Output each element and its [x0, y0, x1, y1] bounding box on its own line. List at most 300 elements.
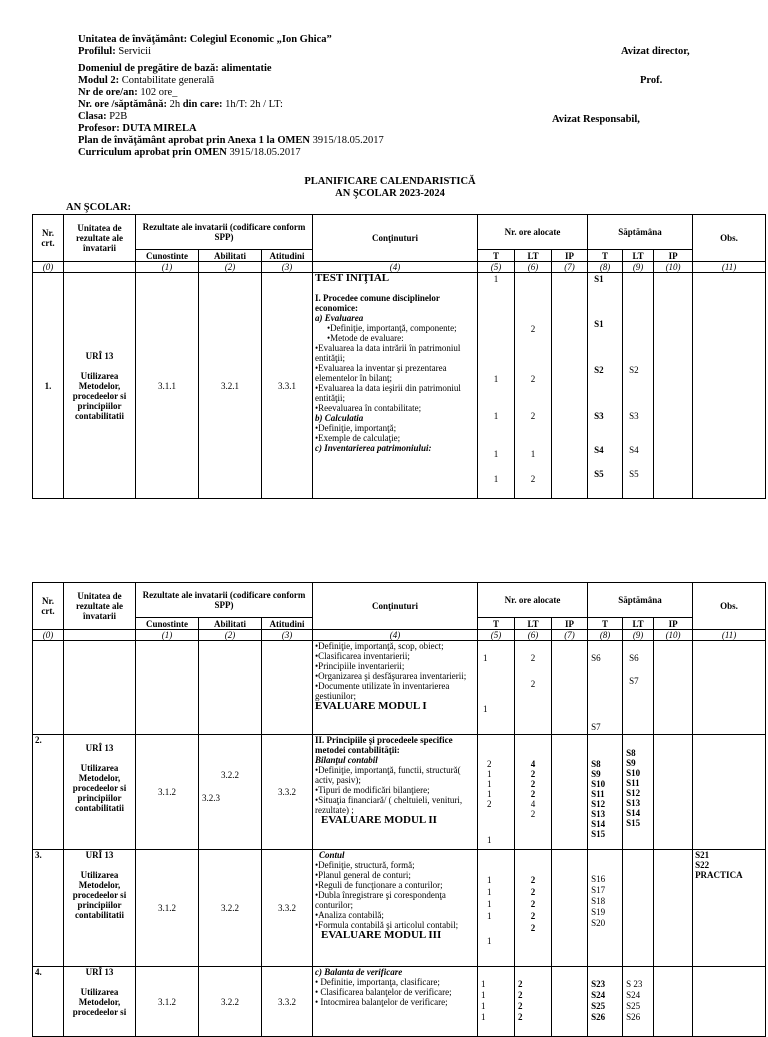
content-line: •Documente utilizate în inventarierea gestiunilor; — [315, 681, 450, 701]
obs-value: PRACTICA — [695, 870, 743, 880]
t-value: 1 — [487, 835, 492, 845]
t-values — [487, 874, 492, 922]
lt-hours — [515, 850, 552, 967]
lt-value: 4 — [530, 799, 536, 809]
col-slt: LT — [623, 250, 654, 262]
lt-value: 2 — [530, 789, 536, 799]
cunostinte-code: 3.1.2 — [136, 967, 199, 1037]
col-nr: Nr. crt. — [33, 583, 64, 630]
teacher-name: Profesor: DUTA MIRELA — [78, 123, 197, 134]
weekly-value: 2h — [169, 99, 181, 110]
ip-hours — [552, 641, 588, 735]
col-lt: LT — [515, 250, 552, 262]
content-line: EVALUARE MODUL I — [315, 700, 427, 712]
col-slt: LT — [623, 618, 654, 630]
t-value: 2 — [487, 759, 492, 769]
lt-value: 2 — [530, 911, 536, 921]
t-value: 1 — [487, 899, 492, 909]
week-value: S9 — [591, 769, 601, 779]
row-content — [313, 735, 478, 850]
content-line: • Clasificarea balanţelor de verificare; — [315, 987, 452, 997]
index-row — [33, 630, 766, 641]
obs-cell — [693, 850, 766, 967]
uri-label: URÎ 13 — [85, 743, 114, 753]
week-value: S18 — [591, 896, 606, 906]
content-line: Contul — [319, 850, 345, 860]
week-t — [588, 641, 623, 735]
week-value: S23 — [591, 979, 606, 989]
week-t — [588, 273, 623, 499]
plan-value: 3915/18.05.2017 — [312, 135, 384, 146]
idx-2: (2) — [199, 262, 262, 273]
t-value: 1 — [481, 990, 486, 1000]
lt-value: 2 — [530, 679, 536, 689]
week-values — [591, 874, 605, 929]
obs-value: S22 — [695, 860, 710, 870]
idx-0: (0) — [33, 630, 64, 641]
t-hours — [478, 735, 515, 850]
week-value: S16 — [591, 874, 606, 884]
lt-value: 2 — [530, 779, 536, 789]
unit-text: Utilizarea Metodelor, procedeelor si principiilor contabilitatii — [72, 370, 127, 421]
lt-value: 2 — [530, 899, 536, 909]
lt-value: 2 — [530, 923, 536, 933]
col-obs: Obs. — [693, 215, 766, 262]
cunostinte-code: 3.1.2 — [136, 735, 199, 850]
week-value: S13 — [626, 798, 641, 808]
col-results: Rezultate ale invatarii (codificare conform SPP) — [136, 215, 313, 250]
t-hours — [478, 967, 515, 1037]
col-sip: IP — [654, 618, 693, 630]
t-value: 1 — [483, 653, 488, 663]
an-scolar-label: AN ŞCOLAR: — [66, 202, 132, 213]
week-value: S8 — [626, 748, 636, 758]
atitudini-code: 3.3.1 — [262, 273, 313, 499]
week-lt — [623, 735, 654, 850]
module-value: Contabilitate generală — [121, 75, 215, 86]
abilitati-code — [199, 641, 262, 735]
idx-10: (10) — [654, 630, 693, 641]
lt-value: 2 — [530, 769, 536, 779]
col-unit: Unitatea de rezultate ale învatarii — [64, 215, 136, 262]
col-lt: LT — [515, 618, 552, 630]
lt-value: 2 — [518, 1012, 523, 1022]
row-unit — [64, 641, 136, 735]
abilitati-value-2: 3.2.3 — [202, 793, 220, 803]
table-row — [33, 641, 766, 735]
ip-hours — [552, 735, 588, 850]
content-line: •Definiţie, importanţă; — [315, 423, 397, 433]
week-value: S26 — [591, 1012, 606, 1022]
avizat-director: Avizat director, — [621, 46, 690, 57]
unit-text: Utilizarea Metodelor, procedeelor si principiilor contabilitatii — [72, 870, 127, 920]
hours-label: Nr de ore/an: — [78, 87, 138, 98]
curriculum-label: Curriculum aprobat prin OMEN — [78, 147, 227, 158]
col-nr-ore: Nr. ore alocate — [478, 583, 588, 618]
col-continuturi: Conţinuturi — [313, 215, 478, 262]
lt-value: 2 — [530, 324, 536, 334]
lt-value: 2 — [530, 411, 536, 421]
week-value: S8 — [591, 759, 601, 769]
week-t — [588, 850, 623, 967]
col-abilitati: Abilitati — [199, 618, 262, 630]
week-value: S7 — [591, 722, 601, 732]
content-line: •Evaluarea la data ieşirii din patrimoniul entităţii; — [315, 383, 461, 403]
week-value: S9 — [626, 758, 636, 768]
class-value: P2B — [109, 111, 128, 122]
t-value: 1 — [487, 789, 492, 799]
content-line: c) Balanta de verificare — [315, 967, 403, 977]
profile-label: Profilul: — [78, 46, 116, 57]
lt-value: 2 — [518, 979, 523, 989]
content-line: a) Evaluarea — [315, 313, 364, 323]
week-value: S6 — [629, 653, 639, 663]
week-ip — [654, 273, 693, 499]
idx-3: (3) — [262, 262, 313, 273]
t-values — [481, 979, 486, 1023]
row-content — [313, 641, 478, 735]
ip-hours — [552, 273, 588, 499]
idx-6: (6) — [515, 262, 552, 273]
idx-9: (9) — [623, 630, 654, 641]
weekly-value2: 1h/T: 2h / LT: — [225, 99, 283, 110]
week-value: S25 — [591, 1001, 606, 1011]
module-label: Modul 2: — [78, 75, 120, 86]
content-line: II. Principiile şi procedeele specifice metodei contabilităţii: — [315, 735, 453, 755]
content-line: b) Calculatia — [315, 413, 364, 423]
week-value: S14 — [591, 819, 606, 829]
t-value: 1 — [487, 769, 492, 779]
table-row — [33, 273, 766, 499]
week-values — [626, 748, 640, 828]
content-line: •Evaluarea la data intrării în patrimoniul entităţii; — [315, 343, 461, 363]
t-value: 1 — [487, 875, 492, 885]
t-value: 1 — [493, 374, 499, 384]
content-line: •Tipuri de modificări bilanţiere; — [315, 785, 430, 795]
table-row — [33, 967, 766, 1037]
table-row — [33, 850, 766, 967]
col-atitudini: Atitudini — [262, 618, 313, 630]
t-value: 1 — [487, 887, 492, 897]
content-line: •Definiţie, structură, formă; — [315, 860, 415, 870]
col-obs: Obs. — [693, 583, 766, 630]
t-hours — [478, 273, 515, 499]
week-value: S12 — [591, 799, 606, 809]
idx-10: (10) — [654, 262, 693, 273]
obs-cell — [693, 967, 766, 1037]
lt-hours — [515, 273, 552, 499]
t-value: 1 — [493, 449, 499, 459]
col-cunostinte: Cunostinte — [136, 618, 199, 630]
idx-0: (0) — [33, 262, 64, 273]
content-line: •Clasificarea inventarierii; — [315, 651, 410, 661]
col-st: T — [588, 618, 623, 630]
t-value: 1 — [487, 779, 492, 789]
content-line: • Intocmirea balanţelor de verificare; — [315, 997, 448, 1007]
idx-6: (6) — [515, 630, 552, 641]
row-nr: 3. — [33, 850, 64, 967]
idx-11: (11) — [693, 630, 766, 641]
idx-8: (8) — [588, 262, 623, 273]
abilitati-value: 3.2.2 — [221, 770, 239, 780]
idx-4: (4) — [313, 630, 478, 641]
weekly-label: Nr. ore /săptămână: — [78, 99, 167, 110]
week-values — [591, 759, 605, 839]
lt-values — [515, 759, 551, 819]
week-value: S6 — [591, 653, 601, 663]
week-value: S25 — [626, 1001, 641, 1011]
unit-text: Utilizarea Metodelor, procedeelor si principiilor contabilitatii — [72, 763, 127, 813]
content-line: I. Procedee comune disciplinelor economice: — [315, 293, 440, 313]
obs-cell — [693, 735, 766, 850]
week-value: S11 — [626, 778, 640, 788]
t-value: 1 — [493, 274, 499, 284]
col-nr: Nr. crt. — [33, 215, 64, 262]
week-value: S17 — [591, 885, 606, 895]
curriculum-value: 3915/18.05.2017 — [229, 147, 301, 158]
week-ip — [654, 850, 693, 967]
t-value: 1 — [481, 979, 486, 989]
col-saptamana: Săptămâna — [588, 583, 693, 618]
idx-7: (7) — [552, 262, 588, 273]
col-continuturi: Conţinuturi — [313, 583, 478, 630]
content-line: •Analiza contabilă; — [315, 910, 384, 920]
index-row — [33, 262, 766, 273]
cunostinte-code: 3.1.2 — [136, 850, 199, 967]
row-nr: 4. — [33, 967, 64, 1037]
t-hours — [478, 641, 515, 735]
week-ip — [654, 641, 693, 735]
week-value: S4 — [629, 445, 639, 455]
obs-cell — [693, 273, 766, 499]
row-content — [313, 967, 478, 1037]
row-nr: 1. — [33, 273, 64, 499]
idx-5: (5) — [478, 630, 515, 641]
row-unit — [64, 735, 136, 850]
obs-value: S21 — [695, 850, 710, 860]
row-unit — [64, 967, 136, 1037]
content-line: •Exemple de calculaţie; — [315, 433, 401, 443]
t-value: 1 — [481, 1012, 486, 1022]
week-lt — [623, 641, 654, 735]
content-line: •Metode de evaluare: — [327, 333, 404, 343]
week-value: S10 — [591, 779, 606, 789]
atitudini-code: 3.3.2 — [262, 735, 313, 850]
planning-table-1 — [32, 214, 766, 499]
lt-value: 1 — [530, 449, 536, 459]
idx-3: (3) — [262, 630, 313, 641]
idx-4: (4) — [313, 262, 478, 273]
content-line: •Definiţie, importanţă, scop, obiect; — [315, 641, 444, 651]
week-value: S15 — [626, 818, 641, 828]
col-nr-ore: Nr. ore alocate — [478, 215, 588, 250]
plan-label: Plan de învăţământ aprobat prin Anexa 1 la OMEN — [78, 135, 310, 146]
lt-values — [515, 874, 551, 934]
week-lt — [623, 967, 654, 1037]
content-line: •Definiţie, importanţă, functii, structură( activ, pasiv); — [315, 765, 461, 785]
planning-table-2 — [32, 582, 766, 1037]
week-t — [588, 735, 623, 850]
content-line: c) Inventarierea patrimoniului: — [315, 443, 432, 453]
week-value: S24 — [591, 990, 606, 1000]
abilitati-code: 3.2.2 — [199, 850, 262, 967]
lt-value: 4 — [530, 759, 536, 769]
unit-name: Unitatea de învăţământ: Colegiul Economic „Ion Ghica” — [78, 34, 332, 45]
idx-1: (1) — [136, 630, 199, 641]
ip-hours — [552, 850, 588, 967]
week-values — [626, 979, 642, 1023]
col-abilitati: Abilitati — [199, 250, 262, 262]
t-values — [487, 759, 492, 809]
avizat-responsabil: Avizat Responsabil, — [552, 114, 640, 125]
col-t: T — [478, 250, 515, 262]
week-values — [591, 979, 605, 1023]
idx-7: (7) — [552, 630, 588, 641]
lt-values — [518, 979, 523, 1023]
week-value: S4 — [594, 445, 604, 455]
week-value: S12 — [626, 788, 641, 798]
hours-value: 102 ore_ — [140, 87, 178, 98]
cunostinte-code — [136, 641, 199, 735]
lt-value: 2 — [530, 809, 536, 819]
content-line: •Planul general de conturi; — [315, 870, 411, 880]
t-value: 2 — [487, 799, 492, 809]
row-nr — [33, 641, 64, 735]
uri-label: URÎ 13 — [85, 850, 114, 860]
atitudini-code: 3.3.2 — [262, 850, 313, 967]
atitudini-code: 3.3.2 — [262, 967, 313, 1037]
abilitati-code — [199, 735, 262, 850]
idx-8: (8) — [588, 630, 623, 641]
lt-hours — [515, 735, 552, 850]
idx-2: (2) — [199, 630, 262, 641]
lt-value: 2 — [530, 474, 536, 484]
class-label: Clasa: — [78, 111, 107, 122]
week-value: S20 — [591, 918, 606, 928]
col-sip: IP — [654, 250, 693, 262]
lt-value: 2 — [518, 990, 523, 1000]
uri-label: URÎ 13 — [85, 350, 114, 361]
idx-5: (5) — [478, 262, 515, 273]
row-unit — [64, 850, 136, 967]
title-line2: AN ŞCOLAR 2023-2024 — [335, 188, 445, 199]
week-value: S15 — [591, 829, 606, 839]
t-value: 1 — [487, 911, 492, 921]
col-ip: IP — [552, 250, 588, 262]
ip-hours — [552, 967, 588, 1037]
t-value: 1 — [487, 936, 492, 946]
content-line: Bilanţul contabil — [315, 755, 378, 765]
week-value: S5 — [629, 469, 639, 479]
week-ip — [654, 967, 693, 1037]
week-value: S 23 — [626, 979, 643, 989]
cunostinte-code: 3.1.1 — [136, 273, 199, 499]
content-line: •Reguli de funcţionare a conturilor; — [315, 880, 443, 890]
col-results: Rezultate ale invatarii (codificare conform SPP) — [136, 583, 313, 618]
content-line: • Definitie, importanţa, clasificare; — [315, 977, 440, 987]
table-row — [33, 735, 766, 850]
row-content — [313, 850, 478, 967]
content-line: •Formula contabilă şi articolul contabil; — [315, 920, 459, 930]
lt-value: 2 — [518, 1001, 523, 1011]
idx-empty — [64, 262, 136, 273]
t-value: 1 — [483, 704, 488, 714]
week-t — [588, 967, 623, 1037]
domain-label: Domeniul de pregătire de bază: alimentatie — [78, 63, 272, 74]
week-value: S3 — [629, 411, 639, 421]
content-line: •Evaluarea la inventar şi prezentarea elementelor în bilanţ; — [315, 363, 447, 383]
abilitati-code: 3.2.1 — [199, 273, 262, 499]
week-value: S10 — [626, 768, 641, 778]
week-value: S7 — [629, 676, 639, 686]
content-line: •Definiţie, importanţă, componente; — [327, 323, 457, 333]
row-content — [313, 273, 478, 499]
row-unit — [64, 273, 136, 499]
weekly-label2: din care: — [182, 99, 223, 110]
idx-11: (11) — [693, 262, 766, 273]
col-cunostinte: Cunostinte — [136, 250, 199, 262]
week-lt — [623, 850, 654, 967]
t-hours — [478, 850, 515, 967]
lt-value: 2 — [530, 875, 536, 885]
content-line: •Reevaluarea în contabilitate; — [315, 403, 422, 413]
lt-value: 2 — [530, 653, 536, 663]
week-value: S26 — [626, 1012, 641, 1022]
content-line: •Principiile inventarierii; — [315, 661, 405, 671]
week-value: S1 — [594, 274, 604, 284]
week-value: S5 — [594, 469, 604, 479]
week-lt — [623, 273, 654, 499]
week-value: S3 — [594, 411, 604, 421]
t-value: 1 — [481, 1001, 486, 1011]
lt-hours — [515, 641, 552, 735]
page-title — [0, 176, 768, 200]
week-value: S24 — [626, 990, 641, 1000]
atitudini-code — [262, 641, 313, 735]
content-line: •Situaţia financiară/ ( cheltuieli, venituri, rezultate) ; — [315, 795, 463, 815]
week-ip — [654, 735, 693, 850]
idx-empty — [64, 630, 136, 641]
col-unit: Unitatea de rezultate ale învatarii — [64, 583, 136, 630]
row-nr: 2. — [33, 735, 64, 850]
content-line: •Dubla înregistrare şi corespondenţa conturilor; — [315, 890, 446, 910]
idx-1: (1) — [136, 262, 199, 273]
unit-text: Utilizarea Metodelor, procedeelor si — [72, 987, 127, 1017]
content-line: TEST INIŢIAL — [315, 272, 390, 284]
week-value: S11 — [591, 789, 605, 799]
content-line: EVALUARE MODUL II — [321, 814, 437, 826]
idx-9: (9) — [623, 262, 654, 273]
week-value: S1 — [594, 319, 604, 329]
col-saptamana: Săptămâna — [588, 215, 693, 250]
col-st: T — [588, 250, 623, 262]
document-header — [78, 34, 384, 159]
lt-hours — [515, 967, 552, 1037]
title-line1: PLANIFICARE CALENDARISTICĂ — [304, 176, 476, 187]
week-value: S2 — [629, 365, 639, 375]
col-ip: IP — [552, 618, 588, 630]
uri-label: URÎ 13 — [85, 967, 114, 977]
week-value: S13 — [591, 809, 606, 819]
week-value: S14 — [626, 808, 641, 818]
lt-value: 2 — [530, 887, 536, 897]
t-value: 1 — [493, 474, 499, 484]
week-value: S19 — [591, 907, 606, 917]
obs-cell — [693, 641, 766, 735]
col-t: T — [478, 618, 515, 630]
abilitati-code: 3.2.2 — [199, 967, 262, 1037]
lt-value: 2 — [530, 374, 536, 384]
